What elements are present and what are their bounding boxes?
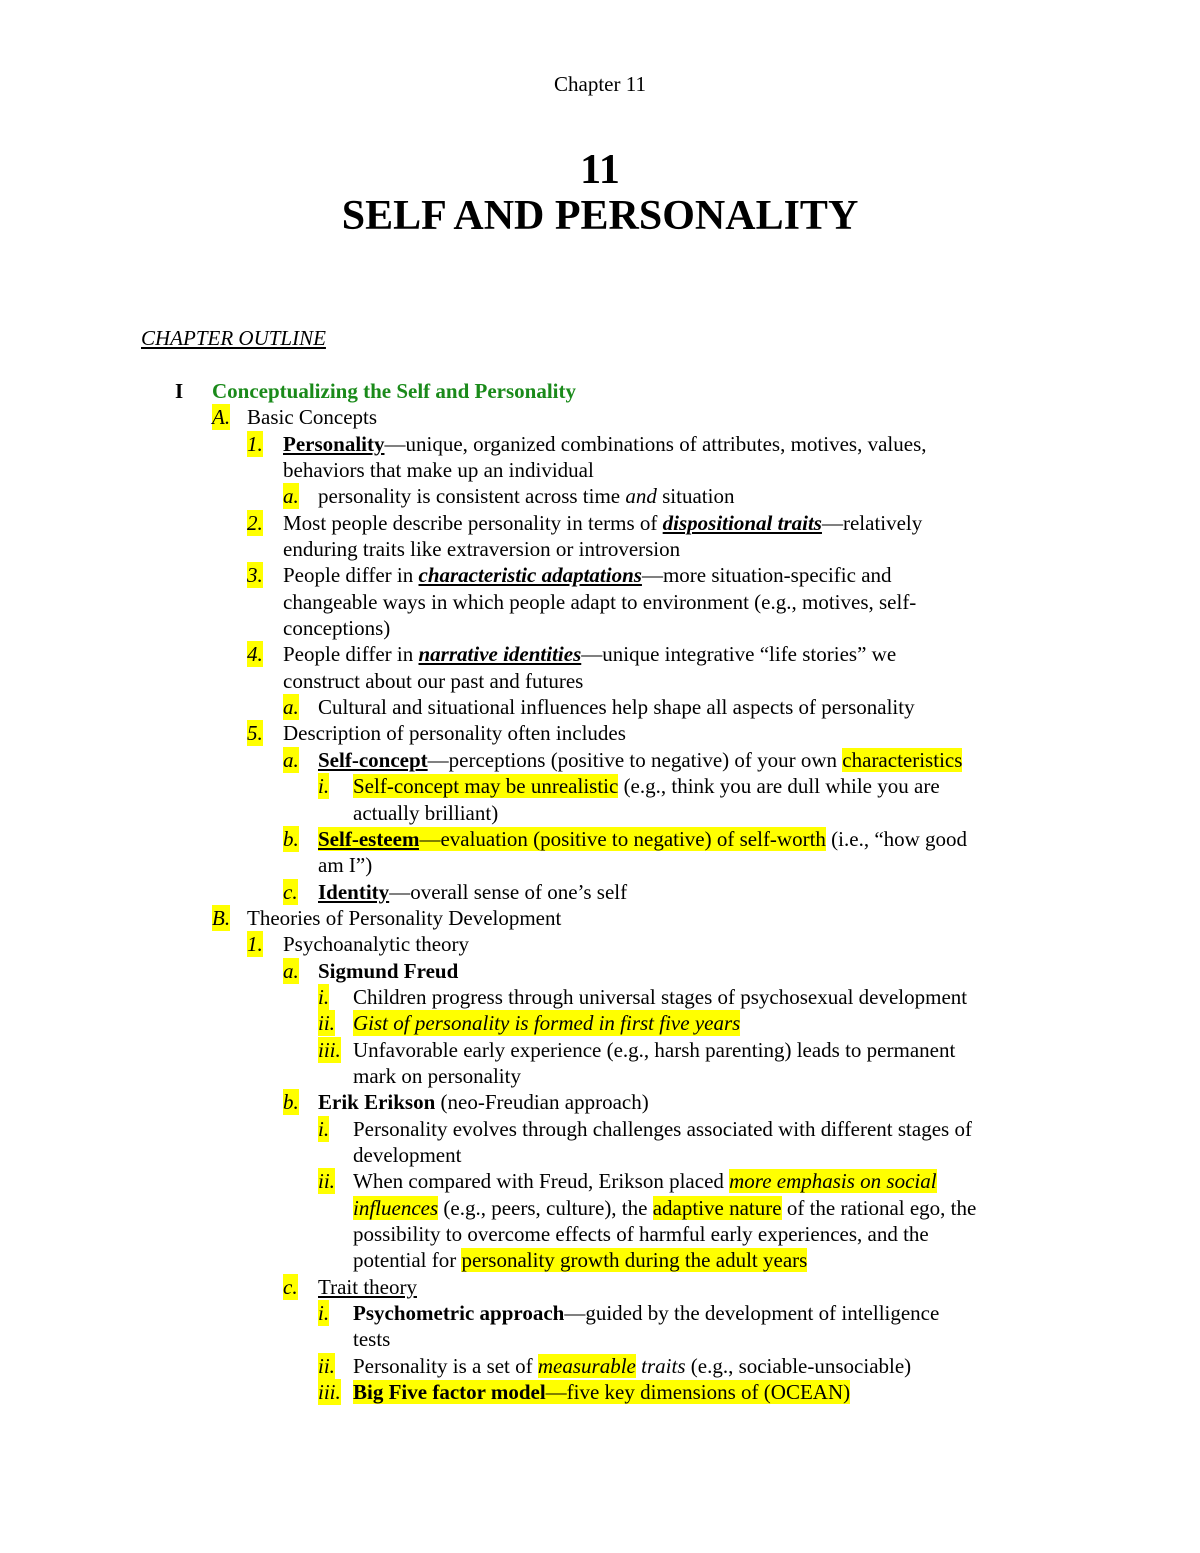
letter-marker: c. (283, 1274, 298, 1299)
text: Unfavorable early experience (e.g., harsh parenting) leads to permanent (353, 1037, 956, 1062)
number-marker: 5. (247, 721, 263, 746)
text: actually brilliant) (353, 800, 499, 825)
text: Cultural and situational influences help shape all aspects of personality (318, 695, 915, 720)
text: traits (641, 1353, 686, 1378)
roman-marker: i. (318, 774, 330, 799)
letter-marker: A. (212, 405, 231, 430)
text: Description of personality often includes (283, 721, 626, 746)
highlight: influences (353, 1195, 439, 1220)
text: (e.g., peers, culture), the (438, 1195, 653, 1220)
roman-marker: i. (318, 984, 330, 1009)
roman-marker: iii. (318, 1380, 341, 1405)
outline-label: CHAPTER OUTLINE (141, 326, 326, 350)
text: People differ in (283, 563, 419, 588)
number-marker: 1. (247, 932, 263, 957)
highlight: —five key dimensions of (OCEAN) (545, 1380, 851, 1405)
term: dispositional traits (662, 510, 822, 535)
definition: behaviors that make up an individual (283, 458, 594, 483)
text: conceptions) (283, 616, 391, 641)
page-header: Chapter 11 (554, 72, 646, 96)
text: Personality is a set of (353, 1353, 538, 1378)
list-item (0, 773, 1200, 799)
list-item (0, 1274, 1200, 1300)
list-item-cont (0, 1063, 1200, 1089)
roman-marker: I (175, 379, 184, 403)
letter-marker: a. (283, 958, 299, 983)
term: characteristic adaptations (418, 563, 642, 588)
highlight: measurable (537, 1353, 636, 1378)
roman-marker: ii. (318, 1169, 335, 1194)
text: tests (353, 1327, 391, 1352)
term: Big Five factor model (353, 1380, 546, 1405)
list-item (0, 984, 1200, 1010)
chapter-title: SELF AND PERSONALITY (341, 193, 859, 239)
list-item (0, 1168, 1200, 1194)
text: Most people describe personality in terms of (283, 510, 663, 535)
list-item (0, 483, 1200, 509)
list-item-cont (0, 800, 1200, 826)
text: —more situation-specific and (641, 563, 892, 588)
text: changeable ways in which people adapt to environment (e.g., motives, self- (283, 589, 917, 614)
letter-marker: b. (283, 826, 299, 851)
term: Psychometric approach (353, 1301, 565, 1326)
text: —overall sense of one’s self (389, 879, 628, 904)
text: —guided by the development of intelligence (564, 1301, 940, 1326)
text: Personality evolves through challenges associated with different stages of (353, 1116, 972, 1141)
letter-marker: a. (283, 747, 299, 772)
number-marker: 2. (247, 510, 263, 535)
text: and (625, 484, 657, 509)
letter-marker: b. (283, 1090, 299, 1115)
list-item (0, 431, 1200, 457)
text: situation (656, 484, 735, 509)
text: enduring traits like extraversion or introversion (283, 537, 681, 562)
roman-marker: ii. (318, 1353, 335, 1378)
text: Children progress through universal stages of psychosexual development (353, 984, 968, 1009)
list-item (0, 1379, 1200, 1405)
list-item (0, 1010, 1200, 1036)
text: personality is consistent across time (318, 484, 626, 509)
list-item-cont (0, 1221, 1200, 1247)
list-item-cont (0, 852, 1200, 878)
text: —relatively (821, 510, 923, 535)
highlight: personality growth during the adult years (461, 1248, 808, 1273)
list-item (0, 1116, 1200, 1142)
number-marker: 3. (247, 563, 263, 588)
list-item (0, 931, 1200, 957)
roman-marker: i. (318, 1301, 330, 1326)
text: Psychoanalytic theory (283, 932, 470, 957)
list-item (0, 720, 1200, 746)
text: —perceptions (positive to negative) of your own (427, 747, 843, 772)
text: potential for (353, 1248, 462, 1273)
term: Trait theory (318, 1274, 417, 1299)
list-item-cont (0, 668, 1200, 694)
term: Erik Erikson (318, 1090, 436, 1115)
list-item-cont (0, 1326, 1200, 1352)
section-title: Conceptualizing the Self and Personality (212, 379, 577, 403)
number-marker: 4. (247, 642, 263, 667)
list-item-cont (0, 589, 1200, 615)
list-item (0, 1089, 1200, 1115)
highlight: more emphasis on social (729, 1169, 937, 1194)
text: development (353, 1142, 462, 1167)
subsection-B (0, 905, 1200, 931)
subsection-A (0, 404, 1200, 430)
text: construct about our past and futures (283, 668, 584, 693)
list-item (0, 1353, 1200, 1379)
text: (e.g., sociable-unsociable) (685, 1353, 912, 1378)
list-item-cont (0, 536, 1200, 562)
text: (e.g., think you are dull while you are (618, 774, 940, 799)
text: —unique integrative “life stories” we (581, 642, 897, 667)
chapter-number: 11 (580, 147, 620, 193)
letter-marker: a. (283, 695, 299, 720)
definition: —unique, organized combinations of attributes, motives, values, (384, 431, 927, 456)
text: (neo-Freudian approach) (435, 1090, 649, 1115)
text: When compared with Freud, Erikson placed (353, 1169, 730, 1194)
text: am I”) (318, 853, 373, 878)
list-item-cont (0, 1247, 1200, 1273)
chapter-outline (0, 378, 1200, 1405)
subsection-title: Basic Concepts (247, 405, 378, 430)
term: narrative identities (418, 642, 582, 667)
letter-marker: B. (212, 905, 231, 930)
section-I (0, 378, 1200, 404)
highlight: characteristics (842, 747, 963, 772)
letter-marker: a. (283, 484, 299, 509)
list-item-cont (0, 457, 1200, 483)
roman-marker: iii. (318, 1037, 341, 1062)
list-item (0, 641, 1200, 667)
text: mark on personality (353, 1063, 521, 1088)
list-item (0, 747, 1200, 773)
term: Self-concept (318, 747, 428, 772)
number-marker: 1. (247, 431, 263, 456)
roman-marker: ii. (318, 1011, 335, 1036)
list-item-cont (0, 1195, 1200, 1221)
list-item (0, 1037, 1200, 1063)
list-item (0, 1300, 1200, 1326)
highlight: adaptive nature (652, 1195, 782, 1220)
term: Sigmund Freud (318, 958, 459, 983)
list-item-cont (0, 615, 1200, 641)
term: Identity (318, 879, 390, 904)
list-item (0, 510, 1200, 536)
text: of the rational ego, the (781, 1195, 977, 1220)
list-item (0, 562, 1200, 588)
text: People differ in (283, 642, 419, 667)
term: Personality (283, 431, 385, 456)
list-item (0, 879, 1200, 905)
term: Self-esteem (318, 826, 420, 851)
letter-marker: c. (283, 879, 298, 904)
text: possibility to overcome effects of harmful early experiences, and the (353, 1222, 929, 1246)
list-item (0, 958, 1200, 984)
highlight: Self-concept may be unrealistic (353, 774, 619, 799)
roman-marker: i. (318, 1116, 330, 1141)
list-item (0, 826, 1200, 852)
list-item (0, 694, 1200, 720)
subsection-title: Theories of Personality Development (247, 905, 562, 930)
highlight: —evaluation (positive to negative) of self-worth (419, 826, 826, 851)
text: (i.e., “how good (825, 826, 968, 851)
list-item-cont (0, 1142, 1200, 1168)
highlight: Gist of personality is formed in first five years (353, 1011, 741, 1036)
